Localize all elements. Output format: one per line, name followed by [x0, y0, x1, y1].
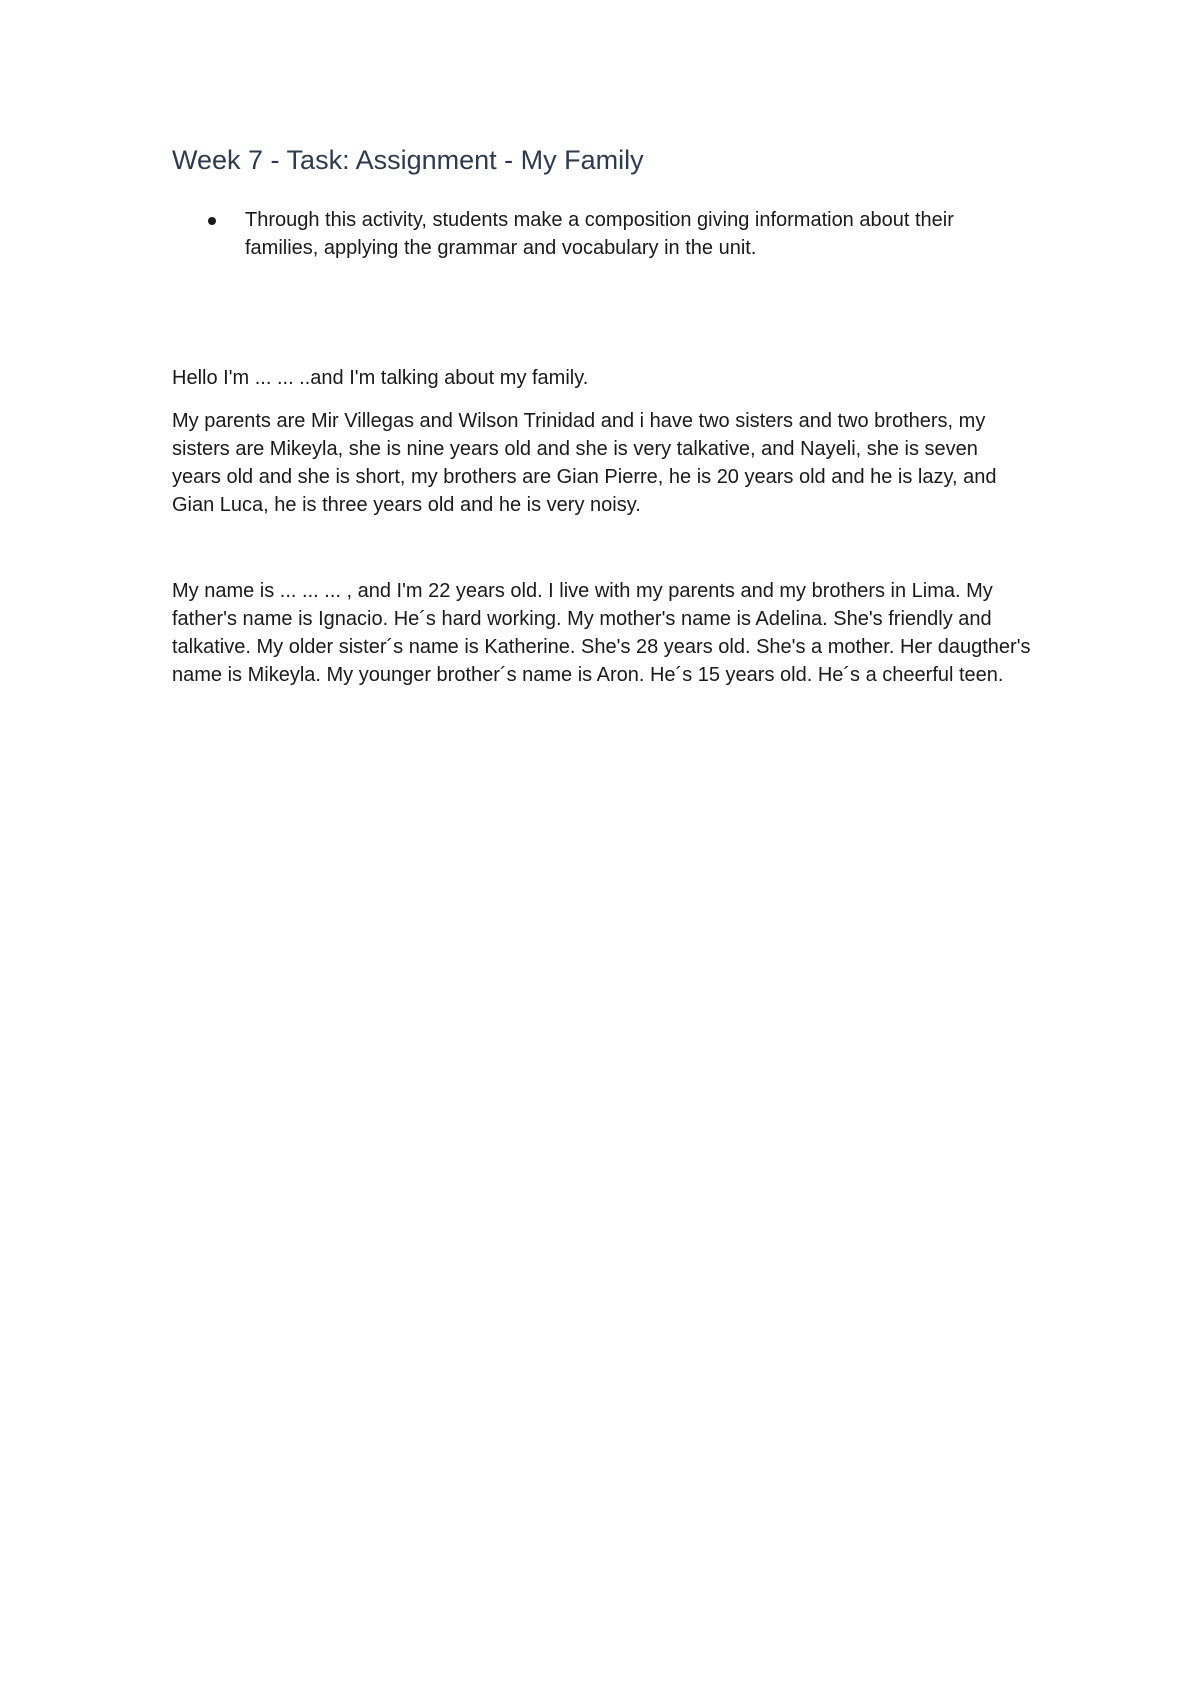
paragraph-family: My parents are Mir Villegas and Wilson Trinidad and i have two sisters and two brothers, my sisters are Mikeyla, she is nine years old and she is very talkative, and Nayeli, she is seven years old and she is short, my brothers are Gian Pierre, he is 20 years old and he is lazy, and Gian Luca, he is three years old and he is very noisy. [172, 410, 997, 516]
bullet-item [172, 206, 1005, 262]
bullet-list [172, 206, 1032, 262]
paragraph-self: My name is ... ... ... , and I'm 22 years old. I live with my parents and my brothers in Lima. My father's name is Ignacio. He´s hard working. My mother's name is Adelina. She's friendly and talkative. My older sister´s name is Katherine. She's 28 years old. She's a mother. Her daugther's name is Mikeyla. My younger brother´s name is Aron. He´s 15 years old. He´s a cheerful teen. [172, 580, 1031, 686]
document-title: Week 7 - Task: Assignment - My Family [172, 145, 644, 175]
bullet-dot-icon [208, 217, 216, 225]
paragraph-intro: Hello I'm ... ... ..and I'm talking about my family. [172, 367, 589, 389]
document-content [172, 140, 1032, 689]
bullet-text: Through this activity, students make a composition giving information about their families, applying the grammar and vocabulary in the unit. [245, 209, 954, 259]
